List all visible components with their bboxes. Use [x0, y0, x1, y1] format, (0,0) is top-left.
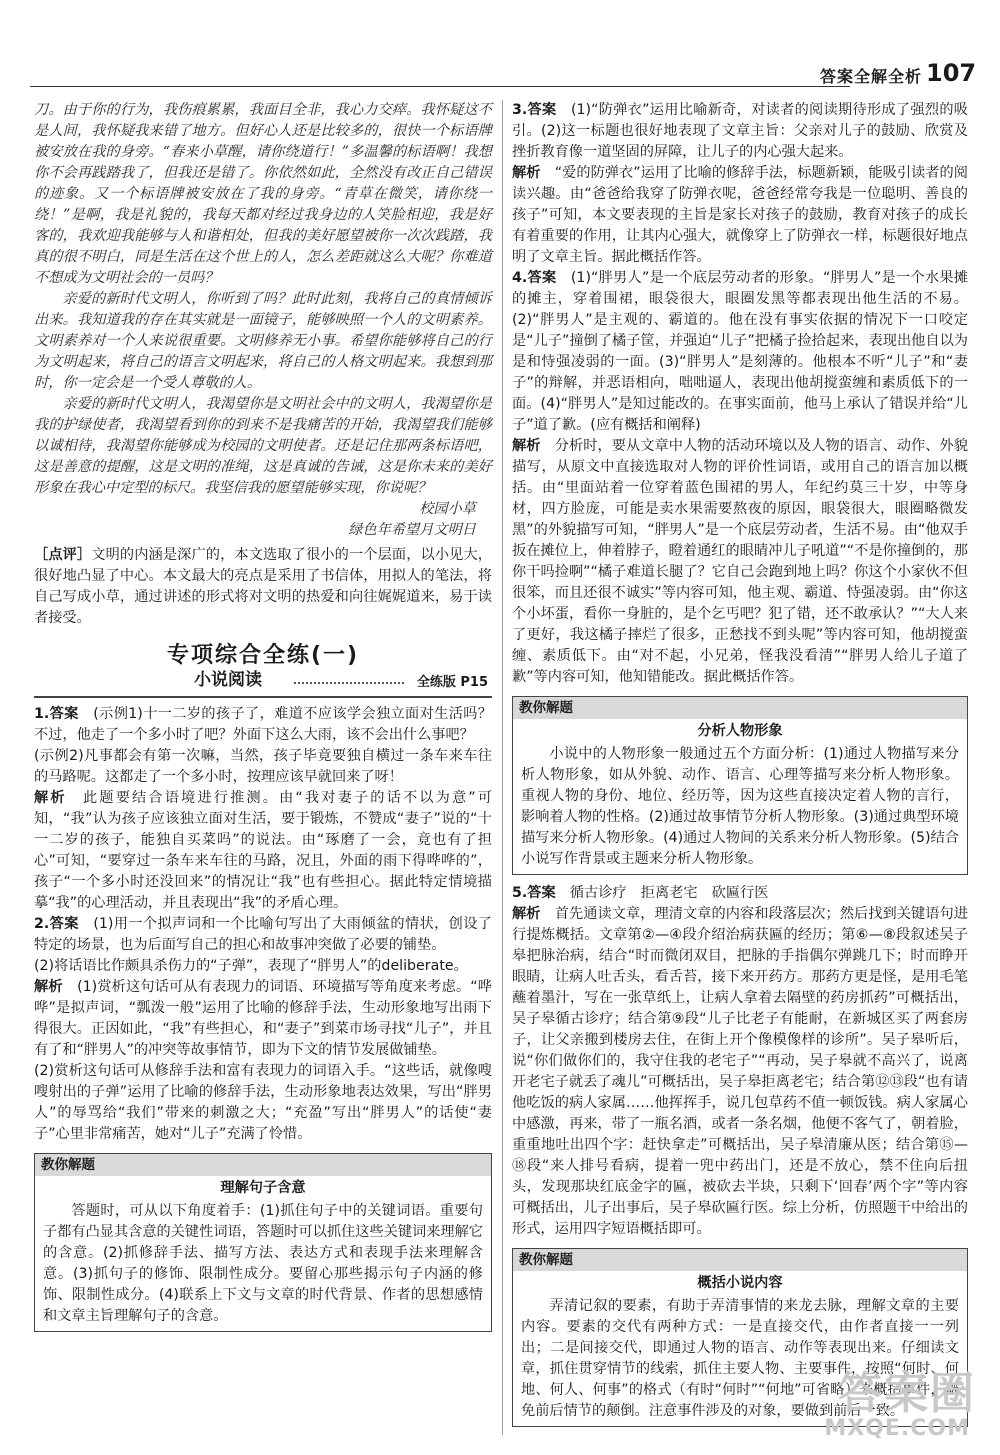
q2-analysis-1: (1)赏析这句话可从有表现力的词语、环境描写等角度来考虑。“哗哗”是拟声词，“瓢泼一般”运用了比喻的修辞手法，生动形象地写出雨下得很大。正因如此，“我”有些担心，和“妻子”到菜市场寻找“儿子”，并且有了和“胖男人”的冲突等故事情节，即为下文的情节发展做铺垫。: [34, 979, 492, 1058]
book-title: 答案全解全析: [819, 67, 922, 86]
watermark-text: 答案圈: [838, 1368, 976, 1419]
q4-analysis: [512, 436, 968, 688]
q3-analysis: [512, 163, 968, 268]
tip-box-body: 小说中的人物形象一般通过五个方面分析：(1)通过人物描写来分析人物形象，如从外貌、动作、语言、心理等描写来分析人物形象。重视人物的身份、地位、经历等，因为这些直接决定着人物的言行，影响着人物的性格。(2)通过故事情节分析人物形象。(3)通过典型环境描写来分析人物形象。(4)通过人物间的关系来分析人物形象。(5)结合小说写作背景或主题来分析人物形象。: [521, 746, 959, 867]
q1-answer: [34, 704, 492, 746]
q1-example-2: (示例2)凡事都会有第一次嘛，当然，孩子毕竟要独自横过一条车来车往的马路呢。这都走了一个多小时，按理应该早就回来了呀！: [34, 748, 492, 785]
q4-answer-text: (1)“胖男人”是一个底层劳动者的形象。“胖男人”是一个水果摊的摊主，穿着围裙，眼袋很大，眼圈发黑等都表现出他生活的不易。(2)“胖男人”是主观的、霸道的。他在没有事实依据的情况下一口咬定是“儿子”撞倒了橘子筐，并强迫“儿子”把橘子捡拾起来，表现出他自以为是和恃强凌弱的一面。(3)“胖男人”是刻薄的。他根本不听“儿子”和“妻子”的辩解，并恶语相向，咄咄逼人，表现出他胡搅蛮缠和素质低下的一面。(4)“胖男人”是知过能改的。在事实面前，他马上承认了错误并给“儿子”道了歉。(应有概括和阐释): [512, 270, 968, 433]
q5-analysis-text: 首先通读文章，理清文章的内容和段落层次；然后找到关键语句进行提炼概括。文章第②—④段介绍治病获匾的经历；第⑥—⑧段叙述吴子皋把脉治病，结合“时而微闭双目，把脉的手指偶尔弹跳几下；时而睁开眼睛，让病人吐舌头，看舌苔，接下来开药方。那药方更是怪，是用毛笔蘸着墨汁，写在一张草纸上，让病人拿着去隔壁的药房抓药”可概括出，吴子皋循古诊疗；结合第⑨段“儿子比老子有能耐，在新城区买了两套房子，让父亲搬到楼房去住，在街上开个像模像样的诊所”。吴子皋听后，说“你们做你们的，我守住我的老宅子”“再动，吴子皋就不高兴了，说离开老宅子就丢了魂儿”可概括出，吴子皋拒离老宅；结合第⑫⑬段“也有请他吃饭的病人家属……他挥挥手，说几包草药不值一顿饭钱。病人家属心中感激，再来，带了一瓶名酒，或者一条名烟，他便不客气了，朝着脸，重重地吐出四个字：赶快拿走”可概括出，吴子皋清廉从医；结合第⑮—⑱段“来人排号看病，提着一兜中药出门，还是不放心，禁不住向后扭头，发现那块红底金字的匾，被砍去半块，只剩下‘回春’两个字”等内容可概括出，儿子出事后，吴子皋砍匾行医。综上分析，仿照题干中给出的形式，运用四字短语概括即可。: [512, 906, 968, 1237]
q2-analysis-tag: 解析: [34, 979, 63, 995]
header-rule: [30, 86, 850, 87]
q1-number: 1.答案: [34, 706, 79, 722]
left-column: [34, 100, 492, 1340]
tip-box-title: 理解句子含意: [220, 1180, 306, 1196]
subsection-dots: [294, 682, 404, 684]
q3-analysis-tag: 解析: [512, 165, 541, 181]
q1-analysis: [34, 788, 492, 914]
review-note: [34, 545, 492, 629]
q1-analysis-tag: 解析: [34, 790, 67, 806]
tip-box-title: 概括小说内容: [697, 1275, 783, 1291]
subsection-row: [34, 670, 492, 698]
q3-answer: [512, 100, 968, 163]
tip-box-sentence-meaning: [34, 1153, 492, 1332]
section-title: 专项综合全练(一): [166, 643, 360, 668]
q5-analysis-tag: 解析: [512, 906, 541, 922]
watermark-logo: [806, 1357, 976, 1441]
q5-number: 5.答案: [512, 885, 556, 901]
q2-answer-2: (2)将话语比作颇具杀伤力的“子弹”，表现了“胖男人”的deliberate。: [34, 958, 468, 974]
q3-number: 3.答案: [512, 102, 557, 118]
subsection-title: 小说阅读: [194, 670, 262, 690]
page-number: 107: [926, 59, 977, 87]
q4-number: 4.答案: [512, 270, 557, 286]
q4-analysis-text: 分析时，要从文章中人物的活动环境以及人物的语言、动作、外貌描写，从原文中直接选取对人物的评价性词语，或用自己的语言加以概括。由“里面站着一位穿着蓝色围裙的男人，年纪约莫三十岁，中等身材，四方脸庞，可能是卖水果需要熬夜的原因，眼袋很大，眼圈略微发黑”的外貌描写可知，“胖男人”是一个底层劳动者，生活不易。由“他双手扳在摊位上，伸着脖子，瞪着通红的眼睛冲儿子吼道”“不是你撞倒的，那你干吗捡啊”“橘子难道长腿了？它自己会跑到地上吗？你这个小家伙不但很笨，而且还很不诚实”等内容可知，他主观、霸道、恃强凌弱。由“你这个小坏蛋，看你一身脏的，是个乞丐吧？犯了错，还不敢承认？”“大人来了更好，我这橘子摔烂了很多，正愁找不到头呢”等内容可知，他胡搅蛮缠、素质低下。由“对不起，小兄弟，怪我没看清”“胖男人给儿子道了歉”等内容可知，他知错能改。据此概括作答。: [512, 438, 968, 685]
q5-answer-text: 循古诊疗 拒离老宅 砍匾行医: [569, 885, 769, 901]
letter-date: 绿色年希望月文明日: [348, 522, 476, 538]
q2-analysis: [34, 977, 492, 1061]
tip-box-body: 弄清记叙的要素，有助于弄清事情的来龙去脉，理解文章的主要内容。要素的交代有两种方式：一是直接交代，由作者直接一一列出；二是间接交代，即通过人物的语言、动作等表现出来。仔细读文章，抓住贯穿情节的线索，抓住主要人物、主要事件，按照“何时、何地、何人、何事”的格式（有时“何时”“何地”可省略）来概括事件，避免前后情节的颠倒。注意事件涉及的对象，要做到前后一致。: [521, 1298, 959, 1419]
q5-answer: [512, 883, 968, 904]
q4-analysis-tag: 解析: [512, 438, 541, 454]
q5-analysis: [512, 904, 968, 1240]
review-tag: ［点评］: [34, 547, 92, 563]
q4-answer: [512, 268, 968, 436]
letter-paragraph-2: 亲爱的新时代文明人，你听到了吗？此时此刻，我将自己的真情倾诉出来。我知道我的存在其实就是一面镜子，能够映照一个人的文明素养。文明素养对一个人来说很重要。文明修养无小事。希望你能够将自己的行为文明起来，将自己的语言文明起来，将自己的人格文明起来。我想到那时，你一定会是一个受人尊敬的人。: [34, 291, 492, 391]
q2-answer-1: (1)用一个拟声词和一个比喻句写出了大雨倾盆的情状，创设了特定的场景，也为后面写自己的担心和故事冲突做了必要的铺垫。: [34, 916, 492, 953]
tip-box-head: 教你解题: [513, 1249, 967, 1271]
letter-signature: 校园小草: [419, 501, 476, 517]
q2-answer: [34, 914, 492, 956]
tip-box-head: 教你解题: [35, 1154, 491, 1176]
tip-box-head: 教你解题: [513, 697, 967, 719]
q3-analysis-text: “爱的防弹衣”运用了比喻的修辞手法，标题新颖，能吸引读者的阅读兴趣。由“爸爸给我穿了防弹衣呢，爸爸经常夸我是一位聪明、善良的孩子”可知，本文要表现的主旨是家长对孩子的鼓励，教育对孩子的成长有着重要的作用，让其内心强大，就像穿上了防弹衣一样，标题很好地点明了文章主旨。据此概括作答。: [512, 165, 968, 265]
page-reference: 全练版 P15: [416, 675, 488, 690]
tip-box-character: [512, 696, 968, 875]
tip-box-title: 分析人物形象: [697, 723, 783, 739]
tip-box-body: 答题时，可从以下角度着手：(1)抓住句子中的关键词语。重要句子都有凸显其含意的关键性词语，答题时可以抓住这些关键词来理解它的含意。(2)抓修辞手法、描写方法、表达方式和表现手法来理解含意。(3)抓句子的修饰、限制性成分。要留心那些揭示句子内涵的修饰、限制性成分。(4)联系上下文与文章的时代背景、作者的思想感情和文章主旨理解句子的含意。: [43, 1203, 483, 1324]
watermark-url: MXQE.COM: [824, 1416, 970, 1441]
letter-paragraph-1: 刀。由于你的行为，我伤痕累累，我面目全非，我心力交瘁。我怀疑这不是人间，我怀疑我来错了地方。但好心人还是比较多的，很快一个标语牌被安放在我的身旁。“春来小草醒，请你绕道行！”多温馨的标语啊！我想你不会再践踏我了，但我还是错了。你依然如此，全然没有改正自己错误的迹象。又一个标语牌被安放在了我的身旁。“青草在微笑，请你绕一绕！”是啊，我是礼貌的，我每天都对经过我身边的人笑脸相迎，我是好客的，我欢迎我能够与人和谐相处，但我的美好愿望被你一次次践踏，我真的很不明白，同是生活在这个世上的人，怎么差距就这么大呢？你难道不想成为文明社会的一员吗？: [34, 102, 492, 286]
letter-paragraph-3: 亲爱的新时代文明人，我渴望你是文明社会中的文明人，我渴望你是我的护绿使者，我渴望看到你的到来不是我痛苦的开始，我渴望我们能够以诚相待，我渴望你能够成为校园的文明使者。还是记住那两条标语吧，这是善意的提醒，这是文明的准绳，这是真诚的告诫，这是你未来的美好形象在我心中定型的标尺。我坚信我的愿望能够实现，你说呢？: [34, 396, 492, 496]
page-header: [30, 58, 977, 88]
column-divider: [502, 100, 503, 1435]
q1-analysis-text: 此题要结合语境进行推测。由“我对妻子的话不以为意”可知，“我”认为孩子应该独立面对生活，要于锻炼，不赞成“妻子”说的“十一二岁的孩子，能独自买菜吗”的说法。由“琢磨了一会，竟也有了担心”可知，“要穿过一条车来车往的马路，况且，外面的雨下得哗哗的”，孩子“一个多小时还没回来”的情况让“我”也有些担心。据此特定情境描摹“我”的心理活动，并且表现出“我”的矛盾心理。: [34, 790, 492, 911]
review-text: 文明的内涵是深广的，本文选取了很小的一个层面，以小见大，很好地凸显了中心。本文最大的亮点是采用了书信体，用拟人的笔法，将自己写成小草，通过讲述的形式将对文明的热爱和向往娓娓道来，易于读者接受。: [34, 547, 492, 626]
q2-number: 2.答案: [34, 916, 79, 932]
q2-analysis-2: (2)赏析这句话可从修辞手法和富有表现力的词语入手。“这些话，就像嗖嗖射出的子弹”运用了比喻的修辞手法，生动形象地表达效果，写出“胖男人”的辱骂给“我们”带来的刺激之大；“充盈”写出“胖男人”的话使“妻子”心里非常痛苦，她对“儿子”充满了怜惜。: [34, 1063, 492, 1142]
q1-example-1: (示例1)十一二岁的孩子了，难道不应该学会独立面对生活吗？不过，他走了一个多小时了吧？外面下这么大雨，该不会出什么事吧？: [34, 706, 492, 743]
q3-answer-text: (1)“防弹衣”运用比喻新奇，对读者的阅读期待形成了强烈的吸引。(2)这一标题也很好地表现了文章主旨：父亲对儿子的鼓励、欣赏及挫折教育像一道坚固的屏障，让儿子的内心强大起来。: [512, 102, 968, 160]
right-column: [512, 100, 968, 1435]
